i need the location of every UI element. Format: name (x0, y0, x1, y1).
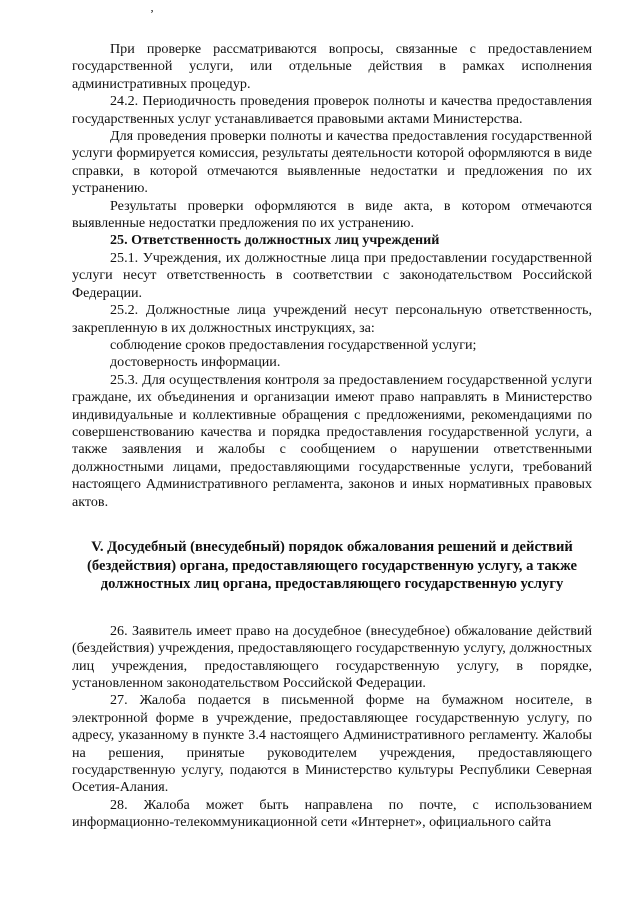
list-item-accuracy: достоверность информации. (110, 354, 281, 371)
paragraph-commission: Для проведения проверки полноты и качества предоставления государственной услуги формируется комиссия, результаты деятельности которой оформляются в виде справки, в которой отмечаются выявленные недостатки и предложения по их устранению. (72, 128, 592, 197)
scan-mark: ʼ (150, 7, 154, 21)
paragraph-25-1: 25.1. Учреждения, их должностные лица при предоставлении государственной услуги несут ответственность в соответствии с законодательством Российской Федерации. (72, 249, 592, 301)
paragraph-27: 27. Жалоба подается в письменной форме на бумажном носителе, в электронной форме в учреждение, предоставляющее государственную услугу, по адресу, указанному в пункте 3.4 настоящего Административного регламенту. Жалобы на решения, принятые руководителем учреждения, предоставляющего государственную услугу, подаются в Министерство культуры Республики Северная Осетия-Алания. (72, 692, 592, 796)
chapter-5-heading: V. Досудебный (внесудебный) порядок обжалования решений и действий (бездействия) органа, предоставляющего государственную услугу, а также должностных лиц органа, предоставляющего государственную услугу (87, 538, 577, 593)
paragraph-25-2: 25.2. Должностные лица учреждений несут персональную ответственность, закрепленную в их должностных инструкциях, за: (72, 302, 592, 336)
spacer (72, 594, 592, 623)
list-item-deadlines: соблюдение сроков предоставления государственной услуги; (110, 336, 477, 353)
paragraph-25-3: 25.3. Для осуществления контроля за предоставлением государственной услуги граждане, их объединения и организации имеют право направлять в Министерство индивидуальные и коллективные обращения с предложениями, рекомендациями по совершенствованию качества и порядка предоставления государственной услуги, а также заявления и жалобы с сообщением о нарушении ответственными должностными лицами, предоставляющими государственные услуги, требований настоящего Административного регламента, законов и иных нормативных правовых актов. (72, 371, 592, 510)
paragraph-24-2: 24.2. Периодичность проведения проверок полноты и качества предоставления государственных услуг устанавливается правовыми актами Министерства. (72, 93, 592, 127)
paragraph-28: 28. Жалоба может быть направлена по почте, с использованием информационно-телекоммуникационной сети «Интернет», официального сайта (72, 796, 592, 831)
paragraph-inspection-questions: При проверке рассматриваются вопросы, связанные с предоставлением государственной услуги, или отдельные действия в рамках исполнения административных процедур. (72, 41, 592, 92)
paragraph-26: 26. Заявитель имеет право на досудебное (внесудебное) обжалование действий (бездействия) учреждения, предоставляющего государственную услугу, должностных лиц учреждения, предоставляющего государственную услугу, в порядке, установленном законодательством Российской Федерации. (72, 622, 592, 691)
document-page (72, 0, 592, 905)
section-25-heading: 25. Ответственность должностных лиц учреждений (110, 232, 440, 249)
document-body (72, 41, 592, 832)
paragraph-inspection-results: Результаты проверки оформляются в виде акта, в котором отмечаются выявленные недостатки предложения по их устранению. (72, 197, 592, 232)
